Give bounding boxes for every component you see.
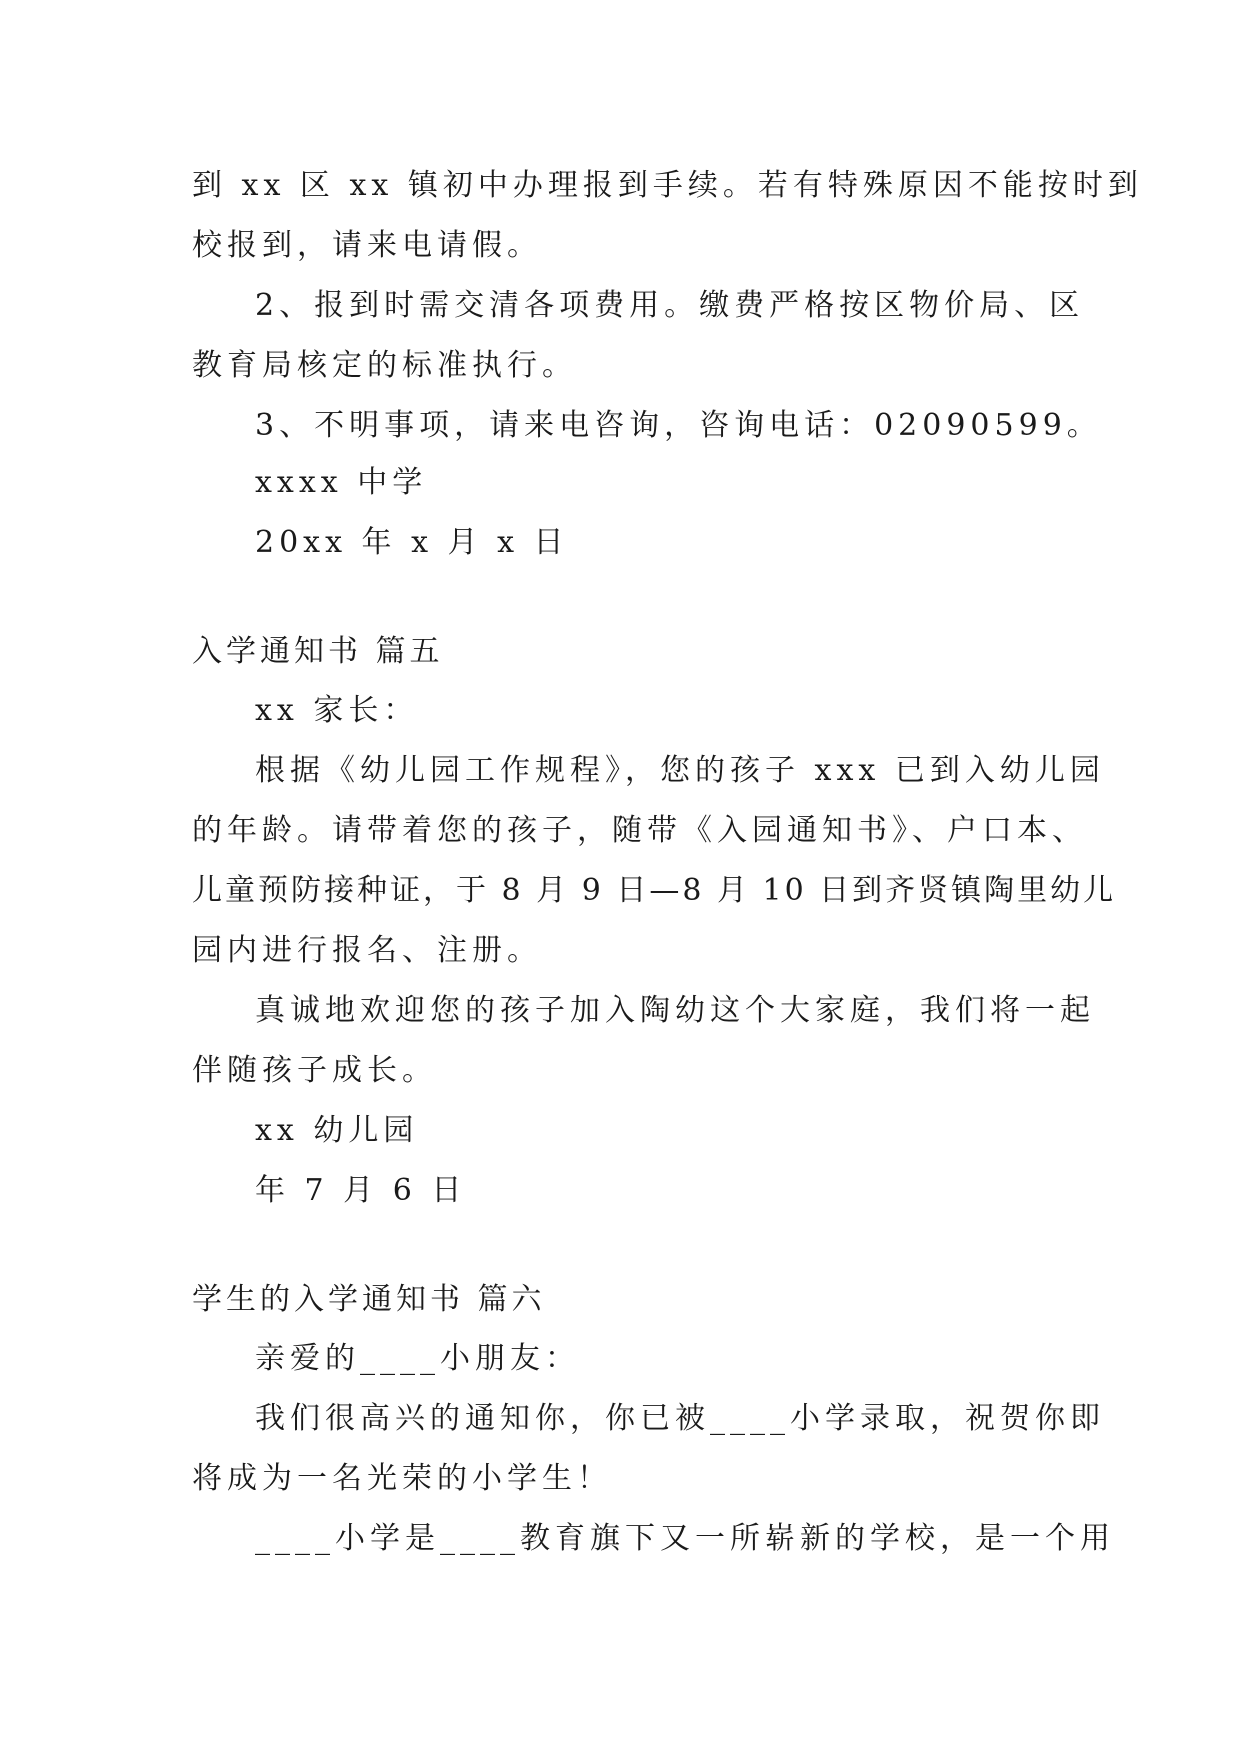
paragraph-line: 根据《幼儿园工作规程》，您的孩子 xxx 已到入幼儿园 <box>255 753 1105 788</box>
signature-date: 年 7 月 6 日 <box>255 1173 467 1208</box>
paragraph-line: 教育局核定的标准执行。 <box>192 348 577 383</box>
salutation: 亲爱的____小朋友： <box>255 1341 580 1376</box>
signature-kindergarten: xx 幼儿园 <box>255 1113 419 1148</box>
paragraph-line: 儿童预防接种证，于 8 月 9 日—8 月 10 日到齐贤镇陶里幼儿 <box>192 873 1117 908</box>
paragraph-line: 将成为一名光荣的小学生！ <box>192 1461 612 1496</box>
paragraph-line: ____小学是____教育旗下又一所崭新的学校，是一个用 <box>255 1521 1115 1556</box>
paragraph-line: 到 xx 区 xx 镇初中办理报到手续。若有特殊原因不能按时到 <box>192 168 1143 203</box>
paragraph-line: 真诚地欢迎您的孩子加入陶幼这个大家庭，我们将一起 <box>255 993 1095 1028</box>
paragraph-line: 校报到，请来电请假。 <box>192 228 542 263</box>
signature-date: 20xx 年 x 月 x 日 <box>255 525 569 560</box>
paragraph-line: 伴随孩子成长。 <box>192 1053 437 1088</box>
paragraph-line: 园内进行报名、注册。 <box>192 933 542 968</box>
salutation: xx 家长： <box>255 693 419 728</box>
paragraph-line: 2、报到时需交清各项费用。缴费严格按区物价局、区 <box>255 288 1085 323</box>
paragraph-line: 3、不明事项，请来电咨询，咨询电话：02090599。 <box>255 408 1102 443</box>
section-heading: 入学通知书 篇五 <box>192 634 444 669</box>
section-heading: 学生的入学通知书 篇六 <box>192 1282 546 1317</box>
signature-school: xxxx 中学 <box>255 465 428 500</box>
paragraph-line: 的年龄。请带着您的孩子，随带《入园通知书》、户口本、 <box>192 813 1087 848</box>
paragraph-line: 我们很高兴的通知你，你已被____小学录取，祝贺你即 <box>255 1401 1105 1436</box>
